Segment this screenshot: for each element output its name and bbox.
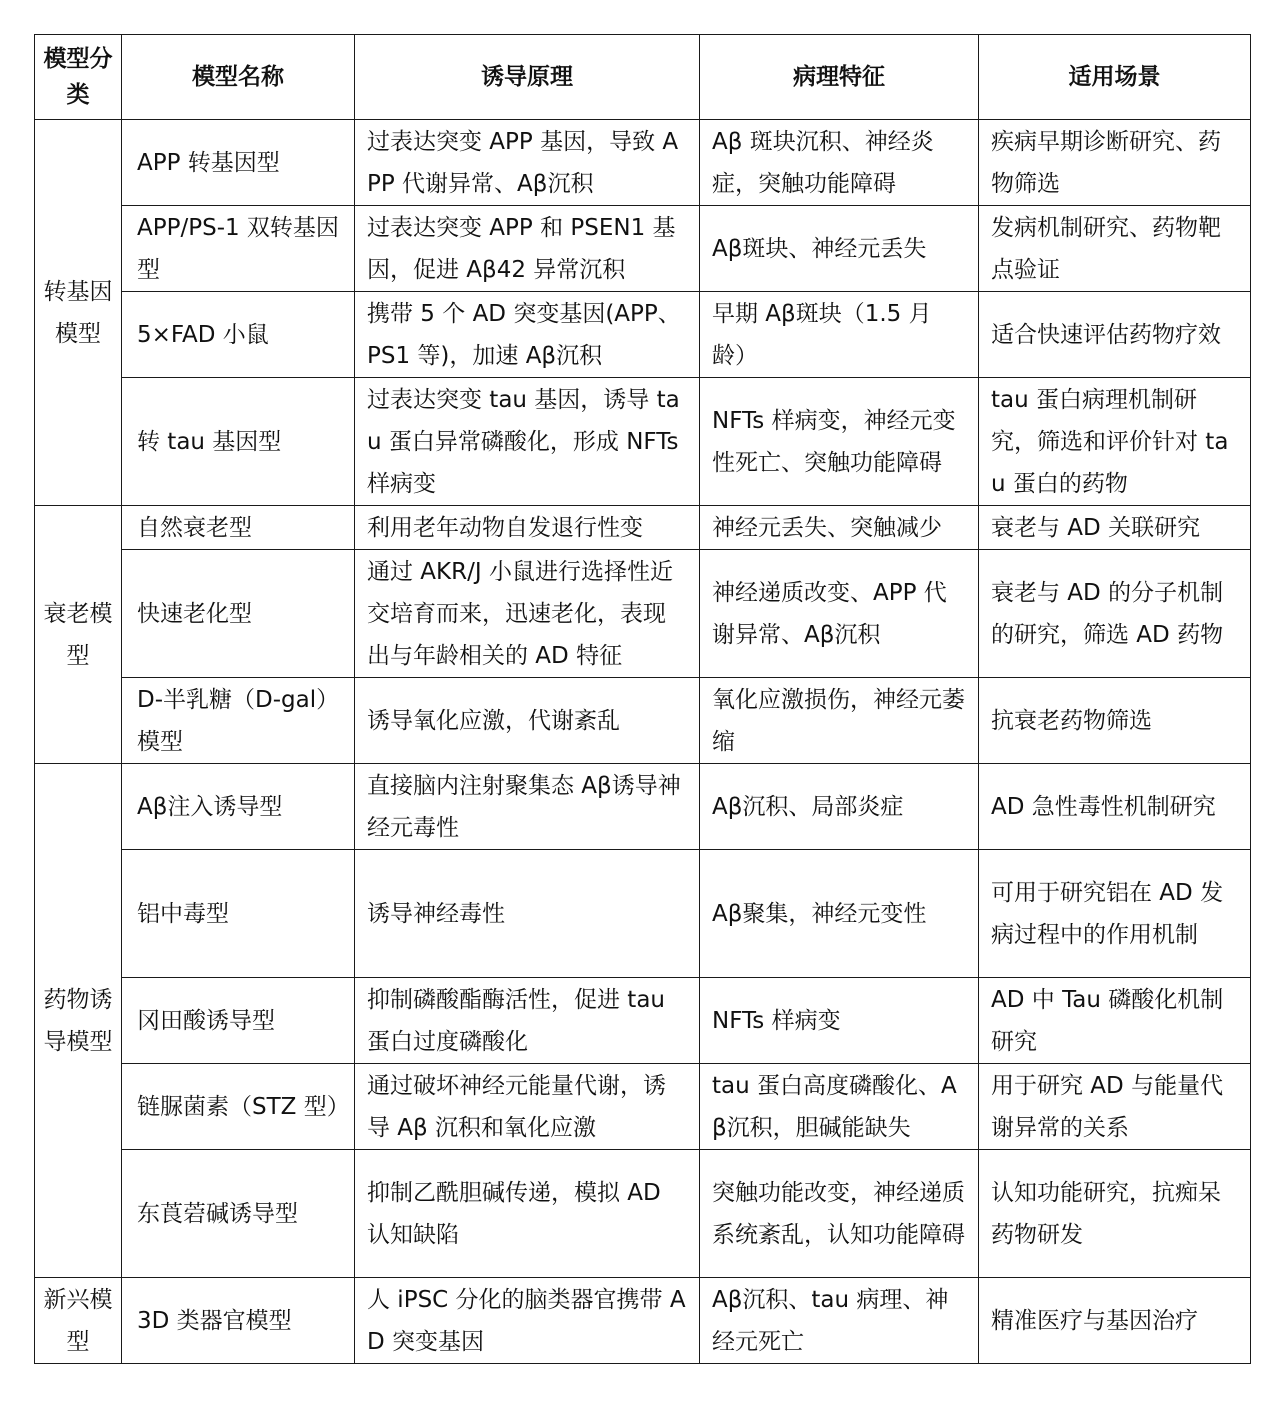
- table-row: [35, 550, 1251, 678]
- model-name-cell: 转 tau 基因型: [122, 378, 355, 506]
- application-cell: 衰老与 AD 的分子机制的研究，筛选 AD 药物: [979, 550, 1251, 678]
- category-cell: 转基因模型: [35, 120, 122, 506]
- table-row: [35, 1150, 1251, 1278]
- pathology-cell: Aβ沉积、局部炎症: [700, 764, 979, 850]
- table-row: [35, 678, 1251, 764]
- application-cell: tau 蛋白病理机制研究，筛选和评价针对 tau 蛋白的药物: [979, 378, 1251, 506]
- model-name-cell: APP/PS-1 双转基因型: [122, 206, 355, 292]
- model-name-cell: 铝中毒型: [122, 850, 355, 978]
- application-cell: 疾病早期诊断研究、药物筛选: [979, 120, 1251, 206]
- principle-cell: 人 iPSC 分化的脑类器官携带 AD 突变基因: [355, 1278, 700, 1364]
- principle-cell: 抑制磷酸酯酶活性，促进 tau 蛋白过度磷酸化: [355, 978, 700, 1064]
- pathology-cell: 神经元丢失、突触减少: [700, 506, 979, 550]
- principle-cell: 抑制乙酰胆碱传递，模拟 AD 认知缺陷: [355, 1150, 700, 1278]
- header-application: 适用场景: [979, 35, 1251, 120]
- pathology-cell: 早期 Aβ斑块（1.5 月龄）: [700, 292, 979, 378]
- application-cell: 认知功能研究，抗痴呆药物研发: [979, 1150, 1251, 1278]
- table-row: [35, 978, 1251, 1064]
- principle-cell: 利用老年动物自发退行性变: [355, 506, 700, 550]
- header-pathology: 病理特征: [700, 35, 979, 120]
- table-row: [35, 378, 1251, 506]
- table-row: [35, 506, 1251, 550]
- model-name-cell: D-半乳糖（D-gal）模型: [122, 678, 355, 764]
- category-cell: 药物诱导模型: [35, 764, 122, 1278]
- model-name-cell: 东莨菪碱诱导型: [122, 1150, 355, 1278]
- model-name-cell: 自然衰老型: [122, 506, 355, 550]
- table-row: [35, 292, 1251, 378]
- pathology-cell: Aβ沉积、tau 病理、神经元死亡: [700, 1278, 979, 1364]
- pathology-cell: 氧化应激损伤，神经元萎缩: [700, 678, 979, 764]
- model-name-cell: APP 转基因型: [122, 120, 355, 206]
- model-name-cell: Aβ注入诱导型: [122, 764, 355, 850]
- principle-cell: 诱导神经毒性: [355, 850, 700, 978]
- application-cell: 用于研究 AD 与能量代谢异常的关系: [979, 1064, 1251, 1150]
- pathology-cell: Aβ 斑块沉积、神经炎症，突触功能障碍: [700, 120, 979, 206]
- table-row: [35, 764, 1251, 850]
- table-row: [35, 206, 1251, 292]
- principle-cell: 过表达突变 APP 和 PSEN1 基因，促进 Aβ42 异常沉积: [355, 206, 700, 292]
- category-cell: 新兴模型: [35, 1278, 122, 1364]
- header-model-name: 模型名称: [122, 35, 355, 120]
- table-row: [35, 120, 1251, 206]
- header-category: 模型分类: [35, 35, 122, 120]
- principle-cell: 诱导氧化应激，代谢紊乱: [355, 678, 700, 764]
- application-cell: 抗衰老药物筛选: [979, 678, 1251, 764]
- model-name-cell: 冈田酸诱导型: [122, 978, 355, 1064]
- model-name-cell: 5×FAD 小鼠: [122, 292, 355, 378]
- application-cell: AD 急性毒性机制研究: [979, 764, 1251, 850]
- principle-cell: 直接脑内注射聚集态 Aβ诱导神经元毒性: [355, 764, 700, 850]
- model-name-cell: 3D 类器官模型: [122, 1278, 355, 1364]
- application-cell: 适合快速评估药物疗效: [979, 292, 1251, 378]
- principle-cell: 携带 5 个 AD 突变基因(APP、PS1 等)，加速 Aβ沉积: [355, 292, 700, 378]
- header-principle: 诱导原理: [355, 35, 700, 120]
- application-cell: 可用于研究铝在 AD 发病过程中的作用机制: [979, 850, 1251, 978]
- pathology-cell: NFTs 样病变，神经元变性死亡、突触功能障碍: [700, 378, 979, 506]
- application-cell: 精准医疗与基因治疗: [979, 1278, 1251, 1364]
- pathology-cell: Aβ聚集，神经元变性: [700, 850, 979, 978]
- application-cell: 发病机制研究、药物靶点验证: [979, 206, 1251, 292]
- model-name-cell: 链脲菌素（STZ 型）: [122, 1064, 355, 1150]
- application-cell: 衰老与 AD 关联研究: [979, 506, 1251, 550]
- principle-cell: 过表达突变 APP 基因，导致 APP 代谢异常、Aβ沉积: [355, 120, 700, 206]
- pathology-cell: tau 蛋白高度磷酸化、Aβ沉积，胆碱能缺失: [700, 1064, 979, 1150]
- application-cell: AD 中 Tau 磷酸化机制研究: [979, 978, 1251, 1064]
- table-row: [35, 1278, 1251, 1364]
- principle-cell: 通过 AKR/J 小鼠进行选择性近交培育而来，迅速老化，表现出与年龄相关的 AD 特征: [355, 550, 700, 678]
- principle-cell: 通过破坏神经元能量代谢，诱导 Aβ 沉积和氧化应激: [355, 1064, 700, 1150]
- table-row: [35, 850, 1251, 978]
- pathology-cell: NFTs 样病变: [700, 978, 979, 1064]
- pathology-cell: 突触功能改变，神经递质系统紊乱，认知功能障碍: [700, 1150, 979, 1278]
- ad-model-table: [34, 34, 1251, 1364]
- header-row: [35, 35, 1251, 120]
- category-cell: 衰老模型: [35, 506, 122, 764]
- table-row: [35, 1064, 1251, 1150]
- pathology-cell: 神经递质改变、APP 代谢异常、Aβ沉积: [700, 550, 979, 678]
- model-name-cell: 快速老化型: [122, 550, 355, 678]
- pathology-cell: Aβ斑块、神经元丢失: [700, 206, 979, 292]
- principle-cell: 过表达突变 tau 基因，诱导 tau 蛋白异常磷酸化，形成 NFTs 样病变: [355, 378, 700, 506]
